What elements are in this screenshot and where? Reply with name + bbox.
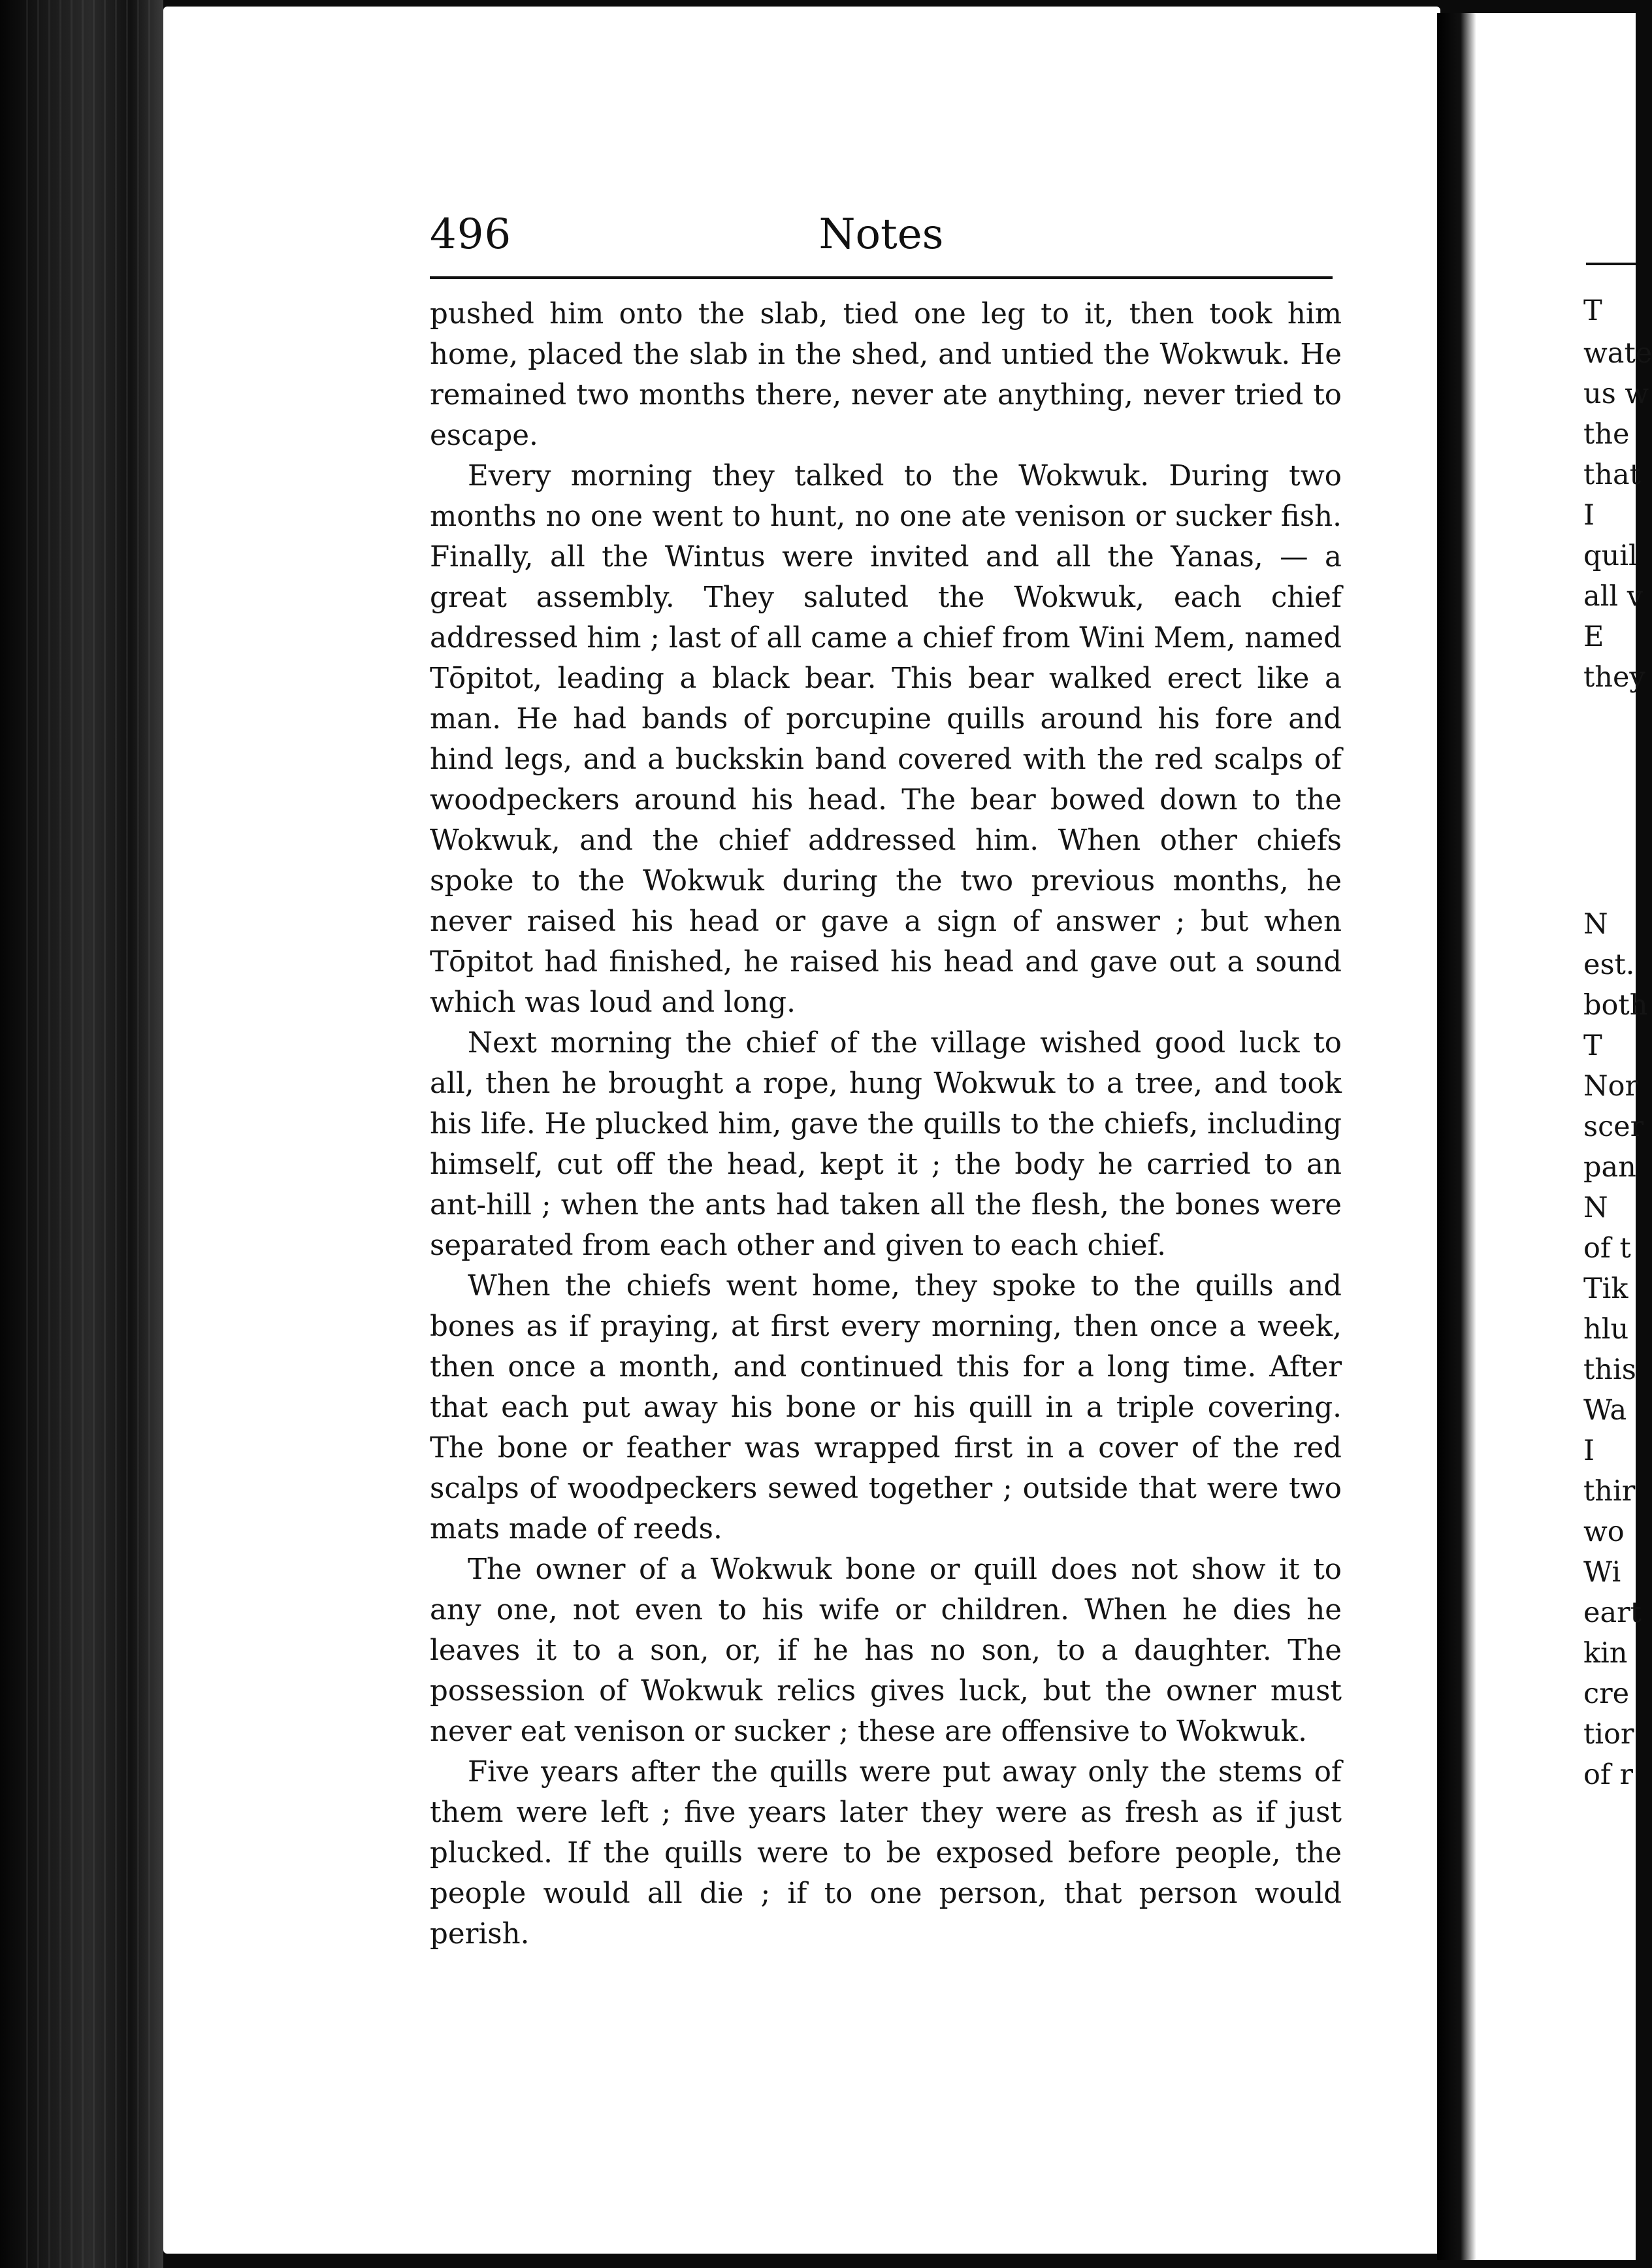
facing-page-line: T [1583, 295, 1602, 327]
facing-page-line: E [1583, 621, 1604, 653]
body-text [430, 294, 1342, 1954]
paragraph: pushed him onto the slab, tied one leg to it, then took him home, placed the slab in the shed, and untied the Wokwuk. He remained two months there, never ate anything, never tried to escape. [430, 298, 1342, 452]
facing-page-line: N [1583, 1191, 1608, 1224]
facing-page-line: us w [1583, 378, 1649, 410]
facing-page-line: quil [1583, 540, 1638, 572]
facing-page-line: Wa [1583, 1394, 1627, 1427]
running-head: Notes [818, 210, 944, 259]
facing-page-line: thir [1583, 1475, 1636, 1508]
paragraph: Every morning they talked to the Wokwuk. During two months no one went to hunt, no one ate venison or sucker fish. Finally, all the Wintus were invited and all the Yanas, — a great assembly. They saluted the Wokwuk, each chief addressed him ; last of all came a chief from Wini Mem, named Tōpitot, leading a black bear. This bear walked erect like a man. He had bands of porcupine quills around his fore and hind legs, and a buckskin band covered with the red scalps of woodpeckers around his head. The bear bowed down to the Wokwuk, and the chief addressed him. When other chiefs spoke to the Wokwuk during the two previous months, he never raised his head or gave a sign of answer ; but when Tōpitot had finished, he raised his head and gave out a sound which was loud and long. [430, 460, 1342, 1019]
facing-page-line: pan [1583, 1151, 1636, 1184]
facing-page-line: they [1583, 661, 1645, 694]
facing-page-line: that [1583, 459, 1641, 491]
binding-texture [26, 0, 157, 2268]
paragraph: Next morning the chief of the village wished good luck to all, then he brought a rope, hung Wokwuk to a tree, and took his life. He plucked him, gave the quills to the chiefs, including himself, cut off the head, kept it ; the body he carried to an ant-hill ; when the ants had taken all the flesh, the bones were separated from each other and given to each chief. [430, 1027, 1342, 1262]
page-number: 496 [430, 210, 512, 259]
facing-page-line: Wi [1583, 1556, 1621, 1589]
facing-page-line: both [1583, 989, 1648, 1022]
facing-page-line: Tik [1583, 1272, 1628, 1305]
facing-page-line: I [1583, 499, 1595, 532]
facing-page-line: tior [1583, 1718, 1634, 1751]
header-rule [430, 276, 1333, 279]
facing-page-line: kin [1583, 1637, 1628, 1670]
facing-page-line: scer [1583, 1110, 1644, 1143]
facing-page-line: this [1583, 1353, 1636, 1386]
facing-page-line: est. [1583, 948, 1635, 981]
facing-page-line: cre [1583, 1677, 1630, 1710]
gutter-shadow [1437, 13, 1476, 2260]
facing-page-line: N [1583, 908, 1608, 941]
facing-page-line: all v [1583, 580, 1644, 613]
facing-page-rule [1586, 263, 1636, 265]
paragraph: When the chiefs went home, they spoke to the quills and bones as if praying, at first every morning, then once a week, then once a month, and continued this for a long time. After that each put away his bone or his quill in a triple covering. The bone or feather was wrapped first in a cover of the red scalps of woodpeckers sewed together ; outside that were two mats made of reeds. [430, 1270, 1342, 1546]
facing-page-line: wate [1583, 337, 1652, 370]
page-header [430, 196, 1333, 280]
facing-page-line: wo [1583, 1515, 1625, 1548]
facing-page-line: the [1583, 418, 1630, 451]
paragraph: Five years after the quills were put away only the stems of them were left ; five years later they were as fresh as if just plucked. If the quills were to be exposed before people, the people would all die ; if to one person, that person would perish. [430, 1756, 1342, 1951]
facing-page-line: T [1583, 1029, 1602, 1062]
facing-page-line: I [1583, 1434, 1595, 1467]
facing-page-line: hlu [1583, 1313, 1629, 1346]
paragraph: The owner of a Wokwuk bone or quill does not show it to any one, not even to his wife or children. When he dies he leaves it to a son, or, if he has no son, to a daughter. The possession of Wokwuk relics gives luck, but the owner must never eat venison or sucker ; these are offensive to Wokwuk. [430, 1553, 1342, 1748]
facing-page-line: of t [1583, 1232, 1631, 1265]
facing-page-line: eart [1583, 1596, 1642, 1629]
facing-page-line: of r [1583, 1758, 1634, 1791]
facing-page-line: Nor [1583, 1070, 1639, 1103]
